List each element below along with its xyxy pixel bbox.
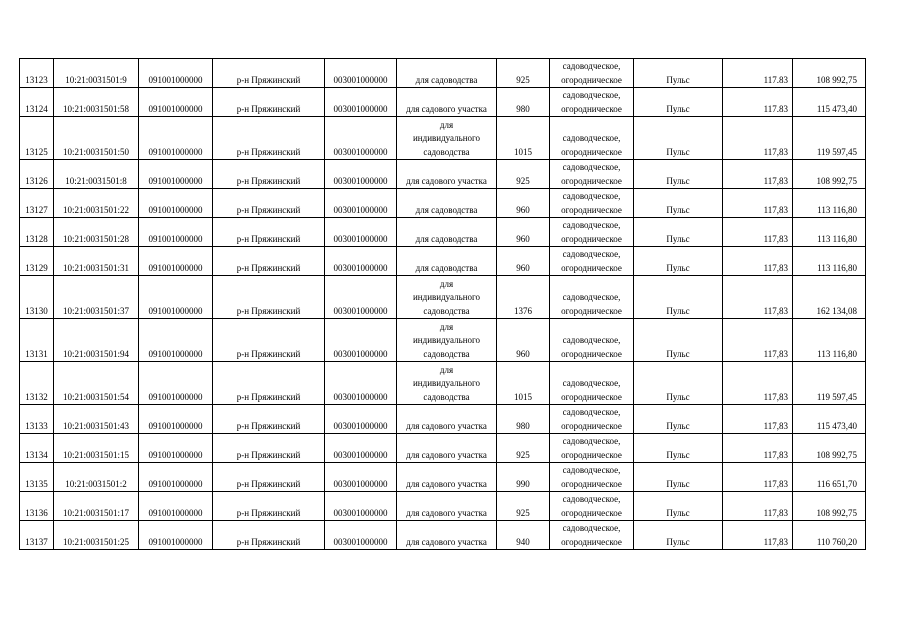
table-row: [20, 492, 866, 521]
cell-okato-code: 091001000000: [139, 59, 213, 88]
cell-specific-value: 117,83: [723, 521, 793, 550]
cell-oktmo-code: 003001000000: [325, 521, 397, 550]
cell-organization: Пульс: [634, 276, 723, 319]
cell-cadastral-value: 162 134,08: [793, 276, 866, 319]
cell-category: садоводческое, огородническое: [550, 160, 634, 189]
cell-oktmo-code: 003001000000: [325, 405, 397, 434]
cell-permitted-use: для индивидуального садоводства: [397, 319, 497, 362]
cell-row-number: 13123: [20, 59, 54, 88]
cell-oktmo-code: 003001000000: [325, 276, 397, 319]
cell-category: садоводческое, огородническое: [550, 434, 634, 463]
cell-permitted-use: для садового участка: [397, 463, 497, 492]
cell-oktmo-code: 003001000000: [325, 362, 397, 405]
cell-organization: Пульс: [634, 59, 723, 88]
cell-oktmo-code: 003001000000: [325, 59, 397, 88]
table-row: [20, 117, 866, 160]
cell-oktmo-code: 003001000000: [325, 218, 397, 247]
cell-row-number: 13130: [20, 276, 54, 319]
cell-cadastral-value: 119 597,45: [793, 117, 866, 160]
cell-area: 1015: [497, 362, 550, 405]
cell-row-number: 13125: [20, 117, 54, 160]
cell-permitted-use: для индивидуального садоводства: [397, 117, 497, 160]
cell-organization: Пульс: [634, 117, 723, 160]
cell-cadastral-value: 113 116,80: [793, 189, 866, 218]
cell-okato-code: 091001000000: [139, 434, 213, 463]
cell-specific-value: 117,83: [723, 405, 793, 434]
cell-row-number: 13135: [20, 463, 54, 492]
cell-permitted-use: для садового участка: [397, 521, 497, 550]
cell-okato-code: 091001000000: [139, 218, 213, 247]
cell-district: р-н Пряжинский: [213, 521, 325, 550]
cell-oktmo-code: 003001000000: [325, 247, 397, 276]
cell-oktmo-code: 003001000000: [325, 463, 397, 492]
cell-specific-value: 117.83: [723, 59, 793, 88]
cell-area: 925: [497, 492, 550, 521]
cell-area: 1376: [497, 276, 550, 319]
cell-oktmo-code: 003001000000: [325, 189, 397, 218]
cell-okato-code: 091001000000: [139, 247, 213, 276]
cell-permitted-use: для садового участка: [397, 434, 497, 463]
cell-row-number: 13133: [20, 405, 54, 434]
cell-row-number: 13134: [20, 434, 54, 463]
cell-area: 925: [497, 434, 550, 463]
cell-district: р-н Пряжинский: [213, 189, 325, 218]
cell-oktmo-code: 003001000000: [325, 492, 397, 521]
cell-specific-value: 117,83: [723, 492, 793, 521]
cell-organization: Пульс: [634, 218, 723, 247]
cell-oktmo-code: 003001000000: [325, 434, 397, 463]
cell-area: 960: [497, 319, 550, 362]
cell-area: 960: [497, 189, 550, 218]
table-row: [20, 405, 866, 434]
cell-cadastral-number: 10:21:0031501:43: [54, 405, 139, 434]
cell-organization: Пульс: [634, 434, 723, 463]
cell-cadastral-value: 113 116,80: [793, 319, 866, 362]
cell-oktmo-code: 003001000000: [325, 319, 397, 362]
table-body: [20, 59, 866, 550]
cell-category: садоводческое, огородническое: [550, 88, 634, 117]
cell-category: садоводческое, огородническое: [550, 189, 634, 218]
cell-category: садоводческое, огородническое: [550, 319, 634, 362]
cell-okato-code: 091001000000: [139, 88, 213, 117]
cell-permitted-use: для индивидуального садоводства: [397, 276, 497, 319]
cell-row-number: 13136: [20, 492, 54, 521]
cell-specific-value: 117,83: [723, 319, 793, 362]
cell-category: садоводческое, огородническое: [550, 463, 634, 492]
cell-district: р-н Пряжинский: [213, 218, 325, 247]
cell-cadastral-value: 113 116,80: [793, 218, 866, 247]
cell-okato-code: 091001000000: [139, 463, 213, 492]
cell-cadastral-value: 108 992,75: [793, 434, 866, 463]
cell-area: 980: [497, 405, 550, 434]
cell-cadastral-value: 116 651,70: [793, 463, 866, 492]
cell-category: садоводческое, огородническое: [550, 218, 634, 247]
cell-area: 925: [497, 160, 550, 189]
cell-oktmo-code: 003001000000: [325, 117, 397, 160]
cell-district: р-н Пряжинский: [213, 160, 325, 189]
cell-permitted-use: для садоводства: [397, 218, 497, 247]
cell-organization: Пульс: [634, 521, 723, 550]
cell-cadastral-number: 10:21:0031501:22: [54, 189, 139, 218]
cell-district: р-н Пряжинский: [213, 59, 325, 88]
cell-organization: Пульс: [634, 189, 723, 218]
cell-cadastral-number: 10:21:0031501:28: [54, 218, 139, 247]
table-row: [20, 276, 866, 319]
cell-cadastral-value: 115 473,40: [793, 88, 866, 117]
cell-district: р-н Пряжинский: [213, 492, 325, 521]
cell-permitted-use: для садоводства: [397, 59, 497, 88]
cell-category: садоводческое, огородническое: [550, 247, 634, 276]
cell-category: садоводческое, огородническое: [550, 117, 634, 160]
cell-permitted-use: для садоводства: [397, 189, 497, 218]
cell-cadastral-number: 10:21:0031501:37: [54, 276, 139, 319]
cell-cadastral-number: 10:21:0031501:25: [54, 521, 139, 550]
cell-specific-value: 117,83: [723, 117, 793, 160]
cell-okato-code: 091001000000: [139, 319, 213, 362]
cell-cadastral-value: 119 597,45: [793, 362, 866, 405]
table-row: [20, 59, 866, 88]
cell-row-number: 13128: [20, 218, 54, 247]
cell-district: р-н Пряжинский: [213, 405, 325, 434]
cell-row-number: 13132: [20, 362, 54, 405]
cell-permitted-use: для садового участка: [397, 405, 497, 434]
cell-district: р-н Пряжинский: [213, 276, 325, 319]
cell-okato-code: 091001000000: [139, 521, 213, 550]
cell-specific-value: 117,83: [723, 160, 793, 189]
cell-district: р-н Пряжинский: [213, 247, 325, 276]
cell-okato-code: 091001000000: [139, 405, 213, 434]
cell-cadastral-number: 10:21:0031501:58: [54, 88, 139, 117]
cell-okato-code: 091001000000: [139, 117, 213, 160]
cell-category: садоводческое, огородническое: [550, 405, 634, 434]
cell-area: 925: [497, 59, 550, 88]
cell-specific-value: 117,83: [723, 362, 793, 405]
cell-organization: Пульс: [634, 160, 723, 189]
table-row: [20, 218, 866, 247]
cell-organization: Пульс: [634, 247, 723, 276]
cell-specific-value: 117,83: [723, 434, 793, 463]
table-row: [20, 88, 866, 117]
cell-okato-code: 091001000000: [139, 189, 213, 218]
cell-okato-code: 091001000000: [139, 492, 213, 521]
cell-cadastral-number: 10:21:0031501:17: [54, 492, 139, 521]
cell-cadastral-value: 108 992,75: [793, 160, 866, 189]
cell-district: р-н Пряжинский: [213, 319, 325, 362]
cell-organization: Пульс: [634, 88, 723, 117]
cell-row-number: 13127: [20, 189, 54, 218]
cell-cadastral-number: 10:21:0031501:15: [54, 434, 139, 463]
table-row: [20, 247, 866, 276]
cell-cadastral-number: 10:21:0031501:8: [54, 160, 139, 189]
cell-row-number: 13137: [20, 521, 54, 550]
cell-cadastral-number: 10:21:0031501:2: [54, 463, 139, 492]
cell-organization: Пульс: [634, 319, 723, 362]
cell-specific-value: 117,83: [723, 276, 793, 319]
cell-organization: Пульс: [634, 405, 723, 434]
cell-oktmo-code: 003001000000: [325, 160, 397, 189]
cell-district: р-н Пряжинский: [213, 434, 325, 463]
cell-district: р-н Пряжинский: [213, 117, 325, 160]
cell-area: 1015: [497, 117, 550, 160]
cell-area: 990: [497, 463, 550, 492]
cell-row-number: 13129: [20, 247, 54, 276]
cell-permitted-use: для садового участка: [397, 88, 497, 117]
table-row: [20, 434, 866, 463]
cell-row-number: 13126: [20, 160, 54, 189]
cell-category: садоводческое, огородническое: [550, 362, 634, 405]
cell-cadastral-value: 108 992,75: [793, 492, 866, 521]
cell-specific-value: 117,83: [723, 189, 793, 218]
cell-permitted-use: для садового участка: [397, 492, 497, 521]
cell-district: р-н Пряжинский: [213, 463, 325, 492]
cell-area: 960: [497, 218, 550, 247]
cell-category: садоводческое, огородническое: [550, 521, 634, 550]
table-row: [20, 319, 866, 362]
cell-area: 980: [497, 88, 550, 117]
cell-cadastral-value: 110 760,20: [793, 521, 866, 550]
cell-okato-code: 091001000000: [139, 276, 213, 319]
table-row: [20, 463, 866, 492]
cell-category: садоводческое, огородническое: [550, 59, 634, 88]
cell-category: садоводческое, огородническое: [550, 492, 634, 521]
table-row: [20, 160, 866, 189]
cell-specific-value: 117,83: [723, 463, 793, 492]
cell-permitted-use: для садового участка: [397, 160, 497, 189]
cell-row-number: 13131: [20, 319, 54, 362]
table-row: [20, 521, 866, 550]
cell-district: р-н Пряжинский: [213, 362, 325, 405]
land-plots-table: [19, 58, 866, 550]
cell-row-number: 13124: [20, 88, 54, 117]
cell-permitted-use: для садоводства: [397, 247, 497, 276]
cell-cadastral-value: 108 992,75: [793, 59, 866, 88]
cell-organization: Пульс: [634, 362, 723, 405]
cell-okato-code: 091001000000: [139, 160, 213, 189]
cell-cadastral-value: 115 473,40: [793, 405, 866, 434]
cell-organization: Пульс: [634, 463, 723, 492]
cell-cadastral-value: 113 116,80: [793, 247, 866, 276]
cell-permitted-use: для индивидуального садоводства: [397, 362, 497, 405]
cell-area: 940: [497, 521, 550, 550]
table-row: [20, 362, 866, 405]
cell-cadastral-number: 10:21:0031501:9: [54, 59, 139, 88]
cell-specific-value: 117,83: [723, 218, 793, 247]
cell-cadastral-number: 10:21:0031501:54: [54, 362, 139, 405]
cell-area: 960: [497, 247, 550, 276]
cell-oktmo-code: 003001000000: [325, 88, 397, 117]
cell-specific-value: 117.83: [723, 88, 793, 117]
cell-specific-value: 117,83: [723, 247, 793, 276]
cell-cadastral-number: 10:21:0031501:50: [54, 117, 139, 160]
cell-cadastral-number: 10:21:0031501:94: [54, 319, 139, 362]
cell-cadastral-number: 10:21:0031501:31: [54, 247, 139, 276]
cell-organization: Пульс: [634, 492, 723, 521]
cell-category: садоводческое, огородническое: [550, 276, 634, 319]
cell-district: р-н Пряжинский: [213, 88, 325, 117]
table-row: [20, 189, 866, 218]
cell-okato-code: 091001000000: [139, 362, 213, 405]
